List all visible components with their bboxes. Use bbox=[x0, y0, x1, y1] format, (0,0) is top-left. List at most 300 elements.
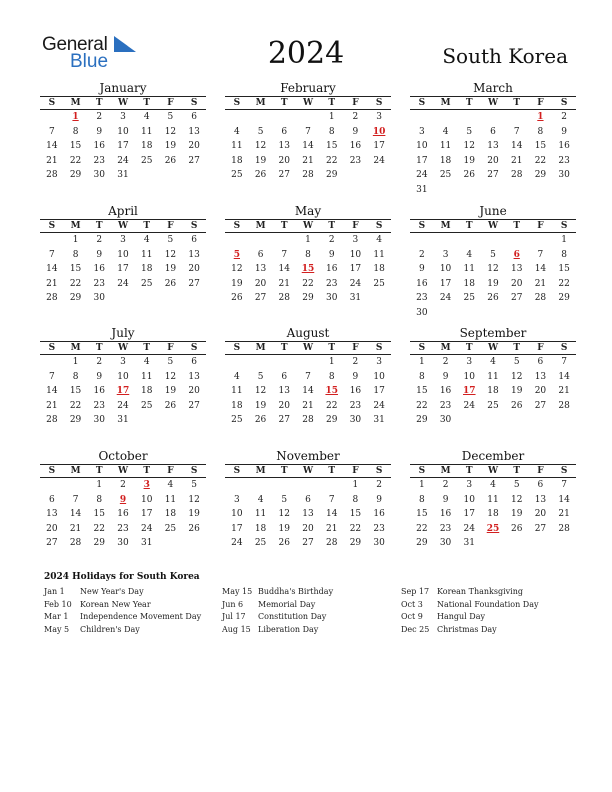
page-header bbox=[0, 0, 612, 80]
month-name: May bbox=[294, 204, 322, 218]
day-cell: 25 bbox=[164, 523, 177, 534]
day-cell: 29 bbox=[69, 170, 82, 181]
day-cell: 30 bbox=[93, 415, 105, 426]
weekday-label: S bbox=[418, 343, 426, 353]
weekday-label: T bbox=[328, 221, 336, 231]
day-cell: 5 bbox=[513, 357, 520, 367]
weekday-label: S bbox=[190, 466, 198, 476]
weekday-label: S bbox=[560, 466, 568, 476]
day-cell: 4 bbox=[466, 249, 473, 260]
day-cell: 30 bbox=[558, 170, 570, 181]
empty-cell bbox=[40, 478, 64, 493]
day-cell: 20 bbox=[278, 400, 290, 411]
day-cell: 25 bbox=[231, 170, 243, 181]
day-cell: 23 bbox=[439, 400, 452, 411]
day-cell: 6 bbox=[48, 494, 55, 505]
logo-text-general: General bbox=[42, 34, 108, 55]
day-cell: 14 bbox=[325, 509, 338, 520]
day-cell: 14 bbox=[558, 371, 570, 382]
day-cell: 1 bbox=[418, 480, 425, 490]
day-cell: 22 bbox=[302, 278, 314, 289]
empty-cell bbox=[296, 355, 320, 370]
month-august bbox=[225, 325, 391, 428]
day-cell: 24 bbox=[439, 293, 452, 304]
weekday-header bbox=[410, 220, 576, 232]
month-name: December bbox=[461, 449, 525, 463]
day-cell: 1 bbox=[352, 480, 359, 490]
holiday-day: 15 bbox=[301, 264, 315, 275]
holiday-day: 15 bbox=[325, 386, 338, 397]
day-cell: 28 bbox=[534, 293, 547, 304]
day-cell: 28 bbox=[325, 538, 338, 549]
month-may bbox=[225, 203, 391, 306]
weekday-label: T bbox=[95, 221, 103, 231]
day-cell: 13 bbox=[278, 141, 290, 152]
weekday-label: W bbox=[117, 343, 129, 353]
day-cell: 3 bbox=[466, 480, 473, 490]
day-cell: 27 bbox=[534, 400, 547, 411]
day-cell: 31 bbox=[373, 415, 385, 426]
weekday-label: T bbox=[95, 343, 103, 353]
weekday-label: S bbox=[375, 98, 383, 108]
day-cell: 24 bbox=[140, 523, 153, 534]
day-cell: 12 bbox=[254, 386, 267, 397]
weekday-header bbox=[40, 220, 206, 232]
day-cell: 25 bbox=[373, 278, 385, 289]
day-cell: 25 bbox=[463, 293, 475, 304]
day-cell: 25 bbox=[487, 400, 499, 411]
day-cell: 16 bbox=[439, 509, 452, 520]
holiday-name: Christmas Day bbox=[437, 624, 497, 634]
day-grid bbox=[225, 110, 391, 183]
day-cell: 10 bbox=[231, 509, 243, 520]
day-cell: 27 bbox=[188, 155, 200, 166]
weekday-label: S bbox=[418, 466, 426, 476]
day-cell: 15 bbox=[349, 509, 362, 520]
holiday-date: Jun 6 bbox=[222, 599, 244, 609]
day-cell: 4 bbox=[442, 126, 449, 137]
weekday-label: M bbox=[70, 221, 81, 231]
day-cell: 21 bbox=[46, 400, 58, 411]
day-cell: 5 bbox=[513, 480, 520, 490]
day-cell: 14 bbox=[46, 141, 58, 152]
day-cell: 28 bbox=[46, 293, 58, 304]
weekday-label: F bbox=[352, 466, 359, 476]
holiday-date: Feb 10 bbox=[44, 599, 72, 609]
holiday-date: May 15 bbox=[222, 587, 253, 596]
day-cell: 17 bbox=[349, 264, 362, 275]
holiday-day: 17 bbox=[116, 386, 130, 397]
weekday-label: M bbox=[440, 221, 451, 231]
day-cell: 27 bbox=[534, 523, 547, 534]
day-cell: 2 bbox=[376, 480, 382, 490]
empty-cell bbox=[410, 110, 434, 125]
weekday-header bbox=[40, 342, 206, 354]
day-cell: 18 bbox=[487, 509, 499, 520]
day-cell: 12 bbox=[254, 141, 267, 152]
weekday-label: W bbox=[302, 221, 314, 231]
day-cell: 26 bbox=[510, 400, 523, 411]
weekday-label: M bbox=[255, 343, 266, 353]
empty-cell bbox=[296, 110, 320, 125]
empty-cell bbox=[457, 233, 481, 248]
weekday-label: T bbox=[465, 466, 473, 476]
weekday-header bbox=[410, 97, 576, 109]
day-cell: 24 bbox=[117, 155, 129, 166]
day-cell: 19 bbox=[510, 509, 523, 520]
day-cell: 20 bbox=[188, 264, 200, 275]
day-cell: 26 bbox=[510, 523, 523, 534]
weekday-label: T bbox=[328, 343, 336, 353]
day-cell: 13 bbox=[302, 509, 314, 520]
empty-cell bbox=[481, 110, 505, 125]
day-cell: 21 bbox=[510, 155, 523, 166]
day-cell: 13 bbox=[188, 249, 200, 260]
day-cell: 11 bbox=[373, 249, 385, 260]
weekday-label: W bbox=[117, 221, 129, 231]
day-cell: 3 bbox=[376, 357, 382, 367]
weekday-label: S bbox=[190, 343, 198, 353]
weekday-label: S bbox=[233, 221, 241, 231]
day-cell: 8 bbox=[72, 249, 79, 260]
day-cell: 27 bbox=[46, 538, 58, 549]
calendar-year: 2024 bbox=[267, 36, 345, 71]
weekday-label: T bbox=[280, 466, 288, 476]
day-cell: 12 bbox=[164, 249, 177, 260]
day-cell: 9 bbox=[96, 126, 103, 137]
day-cell: 16 bbox=[349, 386, 362, 397]
day-cell: 19 bbox=[164, 141, 177, 152]
day-cell: 10 bbox=[349, 249, 362, 260]
day-cell: 17 bbox=[463, 509, 475, 520]
holidays-title: 2024 Holidays for South Korea bbox=[44, 572, 200, 582]
day-cell: 8 bbox=[328, 126, 335, 137]
day-cell: 14 bbox=[69, 509, 82, 520]
day-cell: 13 bbox=[278, 386, 290, 397]
day-cell: 11 bbox=[140, 249, 153, 260]
weekday-label: S bbox=[233, 466, 241, 476]
day-cell: 24 bbox=[373, 155, 385, 166]
weekday-label: F bbox=[167, 221, 174, 231]
day-cell: 30 bbox=[93, 170, 105, 181]
day-cell: 18 bbox=[164, 509, 177, 520]
month-march bbox=[410, 80, 576, 198]
day-cell: 2 bbox=[442, 357, 449, 367]
day-cell: 21 bbox=[278, 278, 290, 289]
day-cell: 21 bbox=[302, 155, 314, 166]
day-cell: 26 bbox=[487, 293, 499, 304]
day-cell: 23 bbox=[93, 155, 105, 166]
day-cell: 13 bbox=[254, 264, 267, 275]
weekday-label: M bbox=[255, 221, 266, 231]
day-cell: 19 bbox=[510, 386, 523, 397]
weekday-label: T bbox=[328, 466, 336, 476]
weekday-label: F bbox=[537, 343, 544, 353]
month-november bbox=[225, 448, 391, 551]
empty-cell bbox=[434, 233, 458, 248]
weekday-label: S bbox=[190, 221, 198, 231]
day-cell: 23 bbox=[93, 278, 105, 289]
day-cell: 2 bbox=[352, 357, 359, 367]
holiday-name: National Foundation Day bbox=[437, 599, 539, 609]
weekday-label: W bbox=[117, 466, 129, 476]
day-cell: 14 bbox=[46, 264, 58, 275]
holiday-day: 17 bbox=[463, 386, 476, 397]
day-cell: 21 bbox=[302, 400, 314, 411]
day-cell: 19 bbox=[254, 400, 267, 411]
empty-cell bbox=[225, 110, 249, 125]
day-cell: 25 bbox=[140, 400, 153, 411]
weekday-header bbox=[225, 97, 391, 109]
holiday-name: Liberation Day bbox=[258, 624, 319, 634]
day-cell: 27 bbox=[510, 293, 523, 304]
day-cell: 14 bbox=[302, 141, 314, 152]
empty-cell bbox=[272, 233, 296, 248]
day-cell: 25 bbox=[254, 538, 267, 549]
weekday-label: T bbox=[143, 466, 151, 476]
day-cell: 25 bbox=[439, 170, 452, 181]
weekday-label: T bbox=[95, 466, 103, 476]
day-cell: 27 bbox=[487, 170, 499, 181]
empty-cell bbox=[64, 478, 88, 493]
holiday-name: Hangul Day bbox=[437, 612, 485, 622]
weekday-label: S bbox=[190, 98, 198, 108]
day-cell: 5 bbox=[281, 494, 288, 505]
day-cell: 5 bbox=[466, 126, 473, 137]
day-cell: 30 bbox=[117, 538, 129, 549]
day-grid bbox=[410, 478, 576, 551]
day-cell: 7 bbox=[48, 126, 55, 137]
weekday-label: M bbox=[440, 466, 451, 476]
month-name: June bbox=[479, 204, 507, 218]
day-cell: 30 bbox=[349, 415, 362, 426]
day-cell: 8 bbox=[72, 126, 79, 137]
day-cell: 15 bbox=[325, 141, 338, 152]
weekday-label: F bbox=[167, 98, 174, 108]
month-june bbox=[410, 203, 576, 321]
holiday-row bbox=[222, 599, 397, 612]
weekday-label: S bbox=[48, 466, 56, 476]
day-cell: 3 bbox=[418, 126, 425, 137]
day-cell: 9 bbox=[376, 494, 382, 505]
weekday-label: M bbox=[70, 343, 81, 353]
day-cell: 11 bbox=[254, 509, 267, 520]
day-cell: 29 bbox=[416, 538, 428, 549]
day-cell: 2 bbox=[96, 357, 103, 367]
day-cell: 17 bbox=[373, 141, 385, 152]
empty-cell bbox=[481, 233, 505, 248]
logo-text-blue: Blue bbox=[70, 51, 109, 72]
empty-cell bbox=[434, 110, 458, 125]
day-cell: 17 bbox=[117, 141, 129, 152]
empty-cell bbox=[40, 355, 64, 370]
day-cell: 5 bbox=[167, 112, 174, 122]
day-cell: 1 bbox=[418, 357, 425, 367]
weekday-label: T bbox=[143, 98, 151, 108]
day-cell: 10 bbox=[117, 371, 129, 382]
day-cell: 11 bbox=[140, 126, 153, 137]
holiday-row bbox=[222, 624, 397, 637]
day-cell: 18 bbox=[231, 400, 243, 411]
day-cell: 10 bbox=[373, 371, 385, 382]
day-cell: 15 bbox=[69, 264, 82, 275]
holiday-name: Memorial Day bbox=[258, 599, 316, 609]
month-name: April bbox=[108, 204, 138, 218]
weekday-label: M bbox=[440, 343, 451, 353]
day-cell: 7 bbox=[72, 494, 79, 505]
day-cell: 19 bbox=[278, 523, 290, 534]
day-cell: 15 bbox=[558, 264, 570, 275]
weekday-label: S bbox=[560, 98, 568, 108]
weekday-label: W bbox=[487, 343, 499, 353]
day-cell: 28 bbox=[46, 170, 58, 181]
day-grid bbox=[225, 355, 391, 428]
weekday-label: T bbox=[143, 221, 151, 231]
day-cell: 12 bbox=[510, 371, 523, 382]
day-cell: 11 bbox=[463, 264, 475, 275]
day-cell: 12 bbox=[164, 371, 177, 382]
weekday-label: M bbox=[255, 466, 266, 476]
day-cell: 8 bbox=[305, 249, 311, 260]
day-cell: 9 bbox=[352, 371, 359, 382]
day-cell: 4 bbox=[233, 371, 240, 382]
day-cell: 22 bbox=[325, 155, 338, 166]
day-cell: 16 bbox=[558, 141, 570, 152]
day-cell: 10 bbox=[117, 249, 129, 260]
day-cell: 6 bbox=[281, 371, 288, 382]
day-cell: 2 bbox=[561, 112, 567, 122]
empty-cell bbox=[320, 478, 344, 493]
weekday-label: T bbox=[513, 343, 521, 353]
holiday-day: 1 bbox=[72, 112, 79, 122]
day-cell: 24 bbox=[373, 400, 385, 411]
day-cell: 6 bbox=[257, 249, 264, 260]
holiday-date: Aug 15 bbox=[222, 624, 251, 634]
empty-cell bbox=[410, 233, 434, 248]
weekday-label: T bbox=[143, 343, 151, 353]
day-cell: 24 bbox=[463, 400, 475, 411]
holiday-name: Buddha's Birthday bbox=[258, 587, 334, 596]
weekday-label: F bbox=[167, 343, 174, 353]
day-cell: 18 bbox=[487, 386, 499, 397]
day-cell: 9 bbox=[328, 249, 335, 260]
day-cell: 3 bbox=[466, 357, 473, 367]
weekday-label: T bbox=[280, 221, 288, 231]
day-cell: 4 bbox=[143, 235, 150, 245]
weekday-label: T bbox=[95, 98, 103, 108]
day-cell: 16 bbox=[93, 141, 105, 152]
weekday-header bbox=[225, 342, 391, 354]
holiday-date: Dec 25 bbox=[401, 624, 430, 634]
weekday-label: S bbox=[233, 343, 241, 353]
empty-cell bbox=[505, 233, 529, 248]
day-cell: 21 bbox=[534, 278, 547, 289]
weekday-header bbox=[225, 465, 391, 477]
day-cell: 29 bbox=[416, 415, 428, 426]
day-grid bbox=[225, 233, 391, 306]
weekday-label: S bbox=[233, 98, 241, 108]
day-cell: 6 bbox=[191, 357, 197, 367]
day-cell: 17 bbox=[140, 509, 153, 520]
day-cell: 29 bbox=[325, 415, 338, 426]
day-cell: 14 bbox=[510, 141, 523, 152]
day-grid bbox=[225, 478, 391, 551]
day-cell: 15 bbox=[534, 141, 547, 152]
holiday-date: Jan 1 bbox=[44, 587, 65, 596]
day-cell: 22 bbox=[69, 155, 82, 166]
day-cell: 22 bbox=[69, 400, 82, 411]
empty-cell bbox=[40, 110, 64, 125]
day-cell: 27 bbox=[302, 538, 314, 549]
day-cell: 24 bbox=[117, 400, 129, 411]
month-name: November bbox=[276, 449, 340, 463]
day-cell: 31 bbox=[463, 538, 475, 549]
day-cell: 10 bbox=[416, 141, 428, 152]
holiday-name: Constitution Day bbox=[258, 612, 327, 622]
day-cell: 15 bbox=[416, 386, 428, 397]
day-grid bbox=[410, 233, 576, 321]
empty-cell bbox=[225, 478, 249, 493]
empty-cell bbox=[249, 233, 273, 248]
day-cell: 2 bbox=[96, 235, 103, 245]
day-cell: 26 bbox=[164, 155, 177, 166]
day-cell: 9 bbox=[442, 494, 449, 505]
day-cell: 12 bbox=[231, 264, 243, 275]
day-cell: 22 bbox=[69, 278, 82, 289]
day-cell: 7 bbox=[513, 126, 520, 137]
weekday-header bbox=[40, 97, 206, 109]
day-cell: 4 bbox=[167, 480, 174, 490]
weekday-label: W bbox=[487, 221, 499, 231]
holiday-day: 25 bbox=[486, 523, 500, 534]
day-grid bbox=[410, 355, 576, 428]
holiday-date: Mar 1 bbox=[44, 612, 69, 622]
day-cell: 5 bbox=[490, 249, 496, 260]
day-cell: 13 bbox=[534, 371, 547, 382]
day-cell: 8 bbox=[72, 371, 79, 382]
day-cell: 11 bbox=[231, 386, 243, 397]
holiday-row bbox=[222, 611, 397, 624]
day-cell: 3 bbox=[352, 235, 359, 245]
day-cell: 23 bbox=[439, 523, 452, 534]
day-cell: 20 bbox=[254, 278, 267, 289]
day-cell: 11 bbox=[140, 371, 153, 382]
day-cell: 29 bbox=[93, 538, 105, 549]
weekday-label: T bbox=[280, 343, 288, 353]
day-cell: 5 bbox=[257, 371, 264, 382]
day-cell: 1 bbox=[96, 480, 103, 490]
day-cell: 2 bbox=[96, 112, 103, 122]
day-cell: 7 bbox=[537, 249, 544, 260]
day-cell: 14 bbox=[302, 386, 314, 397]
day-cell: 4 bbox=[376, 235, 382, 245]
holiday-row bbox=[222, 586, 397, 599]
weekday-label: W bbox=[302, 466, 314, 476]
day-cell: 4 bbox=[490, 480, 496, 490]
day-cell: 6 bbox=[305, 494, 311, 505]
day-cell: 5 bbox=[191, 480, 197, 490]
month-september bbox=[410, 325, 576, 428]
weekday-label: F bbox=[352, 221, 359, 231]
month-january bbox=[40, 80, 206, 183]
weekday-label: S bbox=[48, 221, 56, 231]
holiday-name: New Year's Day bbox=[80, 587, 144, 596]
day-cell: 1 bbox=[328, 112, 335, 122]
day-cell: 21 bbox=[46, 155, 58, 166]
weekday-label: F bbox=[537, 98, 544, 108]
day-cell: 23 bbox=[117, 523, 129, 534]
holiday-date: Jul 17 bbox=[222, 612, 246, 622]
